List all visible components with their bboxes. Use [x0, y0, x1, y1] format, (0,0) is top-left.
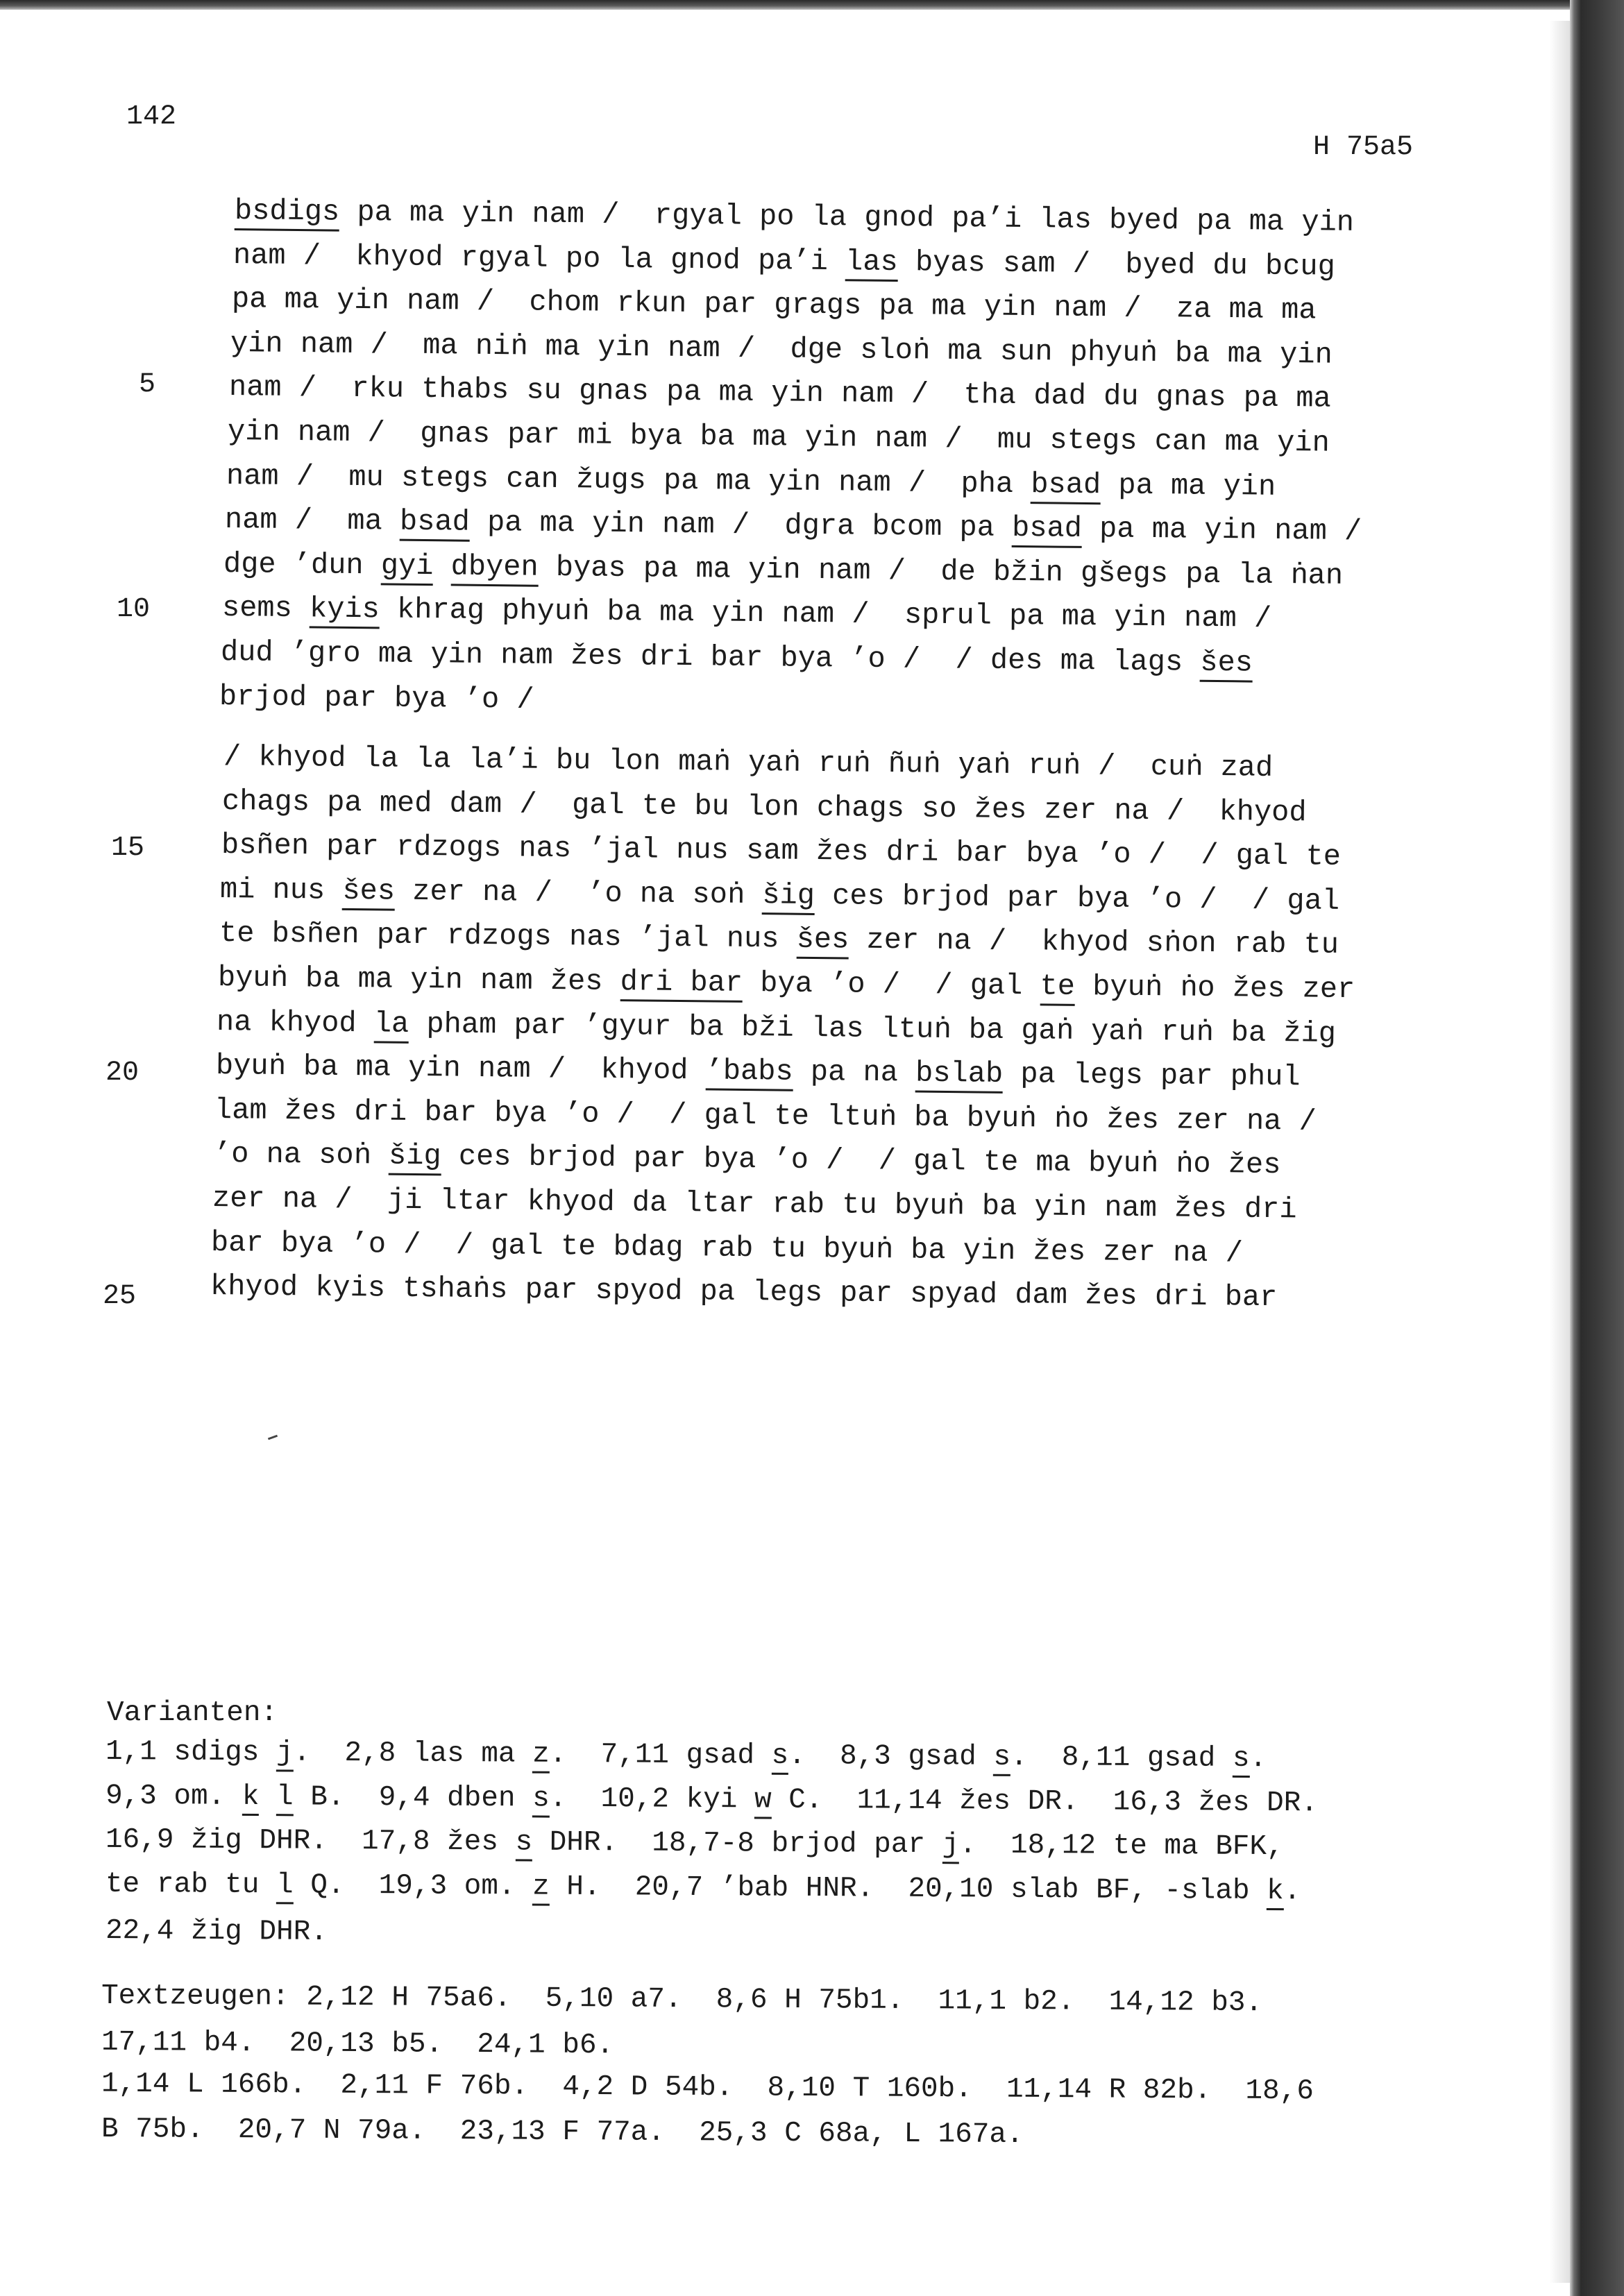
text-run: zer na / ji ltar khyod da ltar rab tu byuṅ ba yin nam žes dri: [212, 1182, 1297, 1227]
underlined-word: j: [276, 1737, 294, 1771]
underlined-word: bslab: [915, 1057, 1004, 1094]
variant-line: [105, 1782, 1318, 1818]
text-run: . 8,11 gsad: [1010, 1741, 1233, 1775]
text-line: [217, 961, 1355, 1007]
text-line: [224, 503, 1362, 549]
text-run: pa ma yin nam / chom rkun par grags pa ma yin nam / za ma ma: [231, 282, 1317, 328]
text-run: yin nam / gnas par mi bya ba ma yin nam / mu stegs can ma yin: [227, 415, 1330, 460]
text-run: khrag phyuṅ ba ma yin nam / sprul pa ma yin nam /: [379, 593, 1272, 636]
variant-line: [105, 1823, 1284, 1864]
underlined-word: dbyen: [450, 550, 539, 586]
variants-heading: Varianten:: [107, 1697, 278, 1729]
text-run: 1,14 L 166b. 2,11 F 76b. 4,2 D 54b. 8,10 T 160b. 11,14 R 82b. 18,6: [101, 2068, 1314, 2108]
text-run: chags pa med dam / gal te bu lon chags so žes zer na / khyod: [222, 784, 1308, 829]
text-run: ’o na soṅ: [213, 1137, 389, 1173]
text-run: DHR. 18,7-8 brjod par: [532, 1826, 942, 1862]
underlined-word: bsad: [400, 505, 470, 542]
underlined-word: bsad: [1031, 468, 1101, 504]
underlined-word: šig: [762, 878, 815, 915]
text-run: B 75b. 20,7 N 79a. 23,13 F 77a. 25,3 C 68a, L 167a.: [101, 2113, 1024, 2151]
witness-line: [101, 1982, 1262, 2018]
underlined-word: šes: [1200, 646, 1253, 683]
text-run: te rab tu: [105, 1868, 277, 1901]
text-run: byas sam / byed du bcug: [897, 245, 1336, 284]
underlined-word: w: [754, 1784, 772, 1819]
text-run: H. 20,7 ’bab HNR. 20,10 slab BF, -slab: [549, 1871, 1267, 1907]
text-line: [229, 373, 1331, 414]
text-run: bya ’o / / gal: [742, 966, 1040, 1003]
text-run: . 7,11 gsad: [549, 1738, 772, 1772]
line-number: 5: [139, 369, 156, 400]
text-line: [221, 591, 1272, 636]
text-run: na khyod: [217, 1005, 375, 1040]
variant-line: [105, 1735, 1267, 1776]
underlined-word: z: [532, 1871, 550, 1905]
text-run: dge ’dun: [223, 547, 382, 583]
text-line: [211, 1225, 1244, 1270]
underlined-word: gyi: [381, 549, 434, 586]
underlined-word: s: [1233, 1743, 1250, 1778]
text-run: pa na: [793, 1055, 916, 1090]
variant-line: [105, 1870, 1301, 1906]
text-run: nam / ma: [224, 503, 400, 538]
underlined-word: s: [771, 1740, 788, 1775]
text-run: te bsñen par rdzogs nas ’jal nus: [219, 917, 797, 957]
text-run: [259, 1781, 276, 1813]
scan-shadow-right: [1549, 21, 1570, 2283]
scan-border-right: [1570, 0, 1624, 2296]
text-line: [213, 1139, 1280, 1180]
text-run: mi nus: [219, 872, 343, 908]
text-run: pa legs par phul: [1002, 1057, 1301, 1094]
text-run: . 8,3 gsad: [788, 1740, 994, 1774]
underlined-word: las: [845, 245, 898, 282]
text-line: [221, 828, 1342, 874]
text-run: Q. 19,3 om.: [293, 1869, 533, 1903]
underlined-word: kyis: [310, 593, 380, 629]
scan-speck: [268, 1435, 278, 1440]
page-reference: H 75a5: [1313, 132, 1414, 163]
text-line: [210, 1270, 1278, 1315]
text-run: nam / rku thabs su gnas pa ma yin nam / tha dad du gnas pa ma: [228, 371, 1332, 416]
underlined-word: j: [942, 1829, 959, 1864]
text-line: [231, 282, 1317, 328]
line-number: 20: [105, 1057, 139, 1089]
text-run: pa ma yin nam / dgra bcom pa: [469, 505, 1013, 545]
underlined-word: bsad: [1012, 511, 1082, 548]
witness-line: [101, 2115, 1024, 2149]
underlined-word: k: [242, 1780, 260, 1815]
underlined-word: dri bar: [620, 965, 743, 1003]
text-line: [219, 679, 534, 717]
text-run: B. 9,4 dben: [293, 1780, 533, 1814]
underlined-word: l: [276, 1869, 294, 1904]
text-run: 9,3 om.: [105, 1780, 242, 1813]
witness-line: [101, 2070, 1314, 2107]
text-run: pa ma yin: [1100, 468, 1276, 504]
text-run: 22,4 žig DHR.: [105, 1915, 328, 1948]
text-run: bsñen par rdzogs nas ’jal nus sam žes dri bar bya ’o / / gal te: [221, 828, 1342, 874]
underlined-word: bsdigs: [235, 194, 340, 232]
underlined-word: z: [532, 1739, 550, 1774]
text-run: . 10,2 kyi: [549, 1783, 755, 1816]
page-number: 142: [126, 101, 177, 133]
text-line: [226, 461, 1276, 502]
text-run: sems: [221, 591, 310, 626]
text-run: .: [1283, 1875, 1301, 1907]
text-run: bar bya ’o / / gal te bdag rab tu byuṅ ba yin žes zer na /: [211, 1225, 1244, 1270]
text-run: nam / mu stegs can žugs pa ma yin nam / pha: [226, 459, 1031, 501]
text-line: [222, 784, 1308, 829]
underlined-word: s: [515, 1826, 532, 1861]
underlined-word: s: [532, 1783, 550, 1817]
underlined-word: te: [1040, 969, 1075, 1006]
underlined-word: šig: [388, 1139, 441, 1176]
text-line: [217, 1005, 1337, 1051]
text-line: [232, 238, 1336, 284]
text-run: dud ’gro ma yin nam žes dri bar bya ’o / / des ma lags: [220, 636, 1201, 679]
underlined-word: k: [1267, 1875, 1284, 1910]
text-run: 16,9 žig DHR. 17,8 žes: [105, 1823, 516, 1859]
underlined-word: šes: [796, 923, 849, 960]
text-run: . 18,12 te ma BFK,: [959, 1829, 1284, 1864]
line-number: 10: [117, 594, 151, 625]
text-run: 17,11 b4. 20,13 b5. 24,1 b6.: [101, 2026, 614, 2061]
underlined-word: ’babs: [705, 1055, 793, 1091]
text-run: Textzeugen: 2,12 H 75a6. 5,10 a7. 8,6 H 75b1. 11,1 b2. 14,12 b3.: [101, 1980, 1263, 2020]
text-run: pa ma yin nam / rgyal po la gnod pa’i las byed pa ma yin: [339, 195, 1355, 239]
text-run: byuṅ ba ma yin nam / khyod: [215, 1049, 706, 1088]
underlined-word: l: [276, 1781, 294, 1816]
underlined-word: la: [374, 1007, 409, 1044]
text-run: 1,1 sdigs: [105, 1735, 277, 1769]
text-line: [230, 326, 1333, 372]
text-run: pham par ’gyur ba bži las ltuṅ ba gaṅ yaṅ ruṅ ba žig: [409, 1007, 1337, 1051]
text-line: [215, 1049, 1301, 1094]
text-run: brjod par bya ’o /: [219, 679, 534, 717]
variant-line: [105, 1917, 328, 1947]
text-line: [214, 1093, 1317, 1139]
text-line: [235, 196, 1354, 237]
text-run: zer na / khyod sṅon rab tu: [848, 923, 1339, 962]
text-run: byuṅ ba ma yin nam žes: [217, 961, 620, 999]
text-line: [223, 742, 1274, 783]
text-line: [212, 1182, 1297, 1227]
text-run: byuṅ ṅo žes zer: [1074, 969, 1355, 1007]
text-run: nam / khyod rgyal po la gnod pa’i: [232, 238, 846, 278]
text-run: byas pa ma yin nam / de bžin gšegs pa la ṅan: [538, 550, 1344, 593]
text-run: zer na / ’o na soṅ: [394, 874, 763, 912]
text-run: lam žes dri bar bya ’o / / gal te ltuṅ ba byuṅ ṅo žes zer na /: [214, 1093, 1317, 1139]
underlined-word: s: [993, 1742, 1010, 1776]
text-line: [223, 547, 1344, 593]
text-run: . 2,8 las ma: [293, 1737, 533, 1771]
scan-border-top: [0, 0, 1589, 10]
underlined-word: šes: [342, 874, 395, 911]
text-line: [228, 417, 1330, 458]
text-run: khyod kyis tshaṅs par spyod pa legs par spyad dam žes dri bar: [210, 1270, 1278, 1315]
line-number: 25: [103, 1281, 137, 1312]
text-run: .: [1249, 1742, 1267, 1776]
text-run: yin nam / ma niṅ ma yin nam / dge sloṅ ma sun phyuṅ ba ma yin: [230, 326, 1333, 372]
text-run: [433, 550, 451, 583]
text-line: [219, 919, 1338, 960]
text-run: pa ma yin nam /: [1081, 512, 1362, 549]
text-line: [219, 872, 1340, 918]
text-run: / khyod la la la’i bu lon maṅ yaṅ ruṅ ñuṅ yaṅ ruṅ / cuṅ zad: [223, 740, 1274, 785]
text-line: [221, 638, 1253, 678]
text-run: ces brjod par bya ’o / / gal: [814, 878, 1340, 918]
text-run: ces brjod par bya ’o / / gal te ma byuṅ ṅo žes: [440, 1139, 1281, 1182]
witness-line: [101, 2028, 614, 2060]
line-number: 15: [111, 833, 145, 864]
text-run: C. 11,14 žes DR. 16,3 žes DR.: [771, 1784, 1319, 1819]
